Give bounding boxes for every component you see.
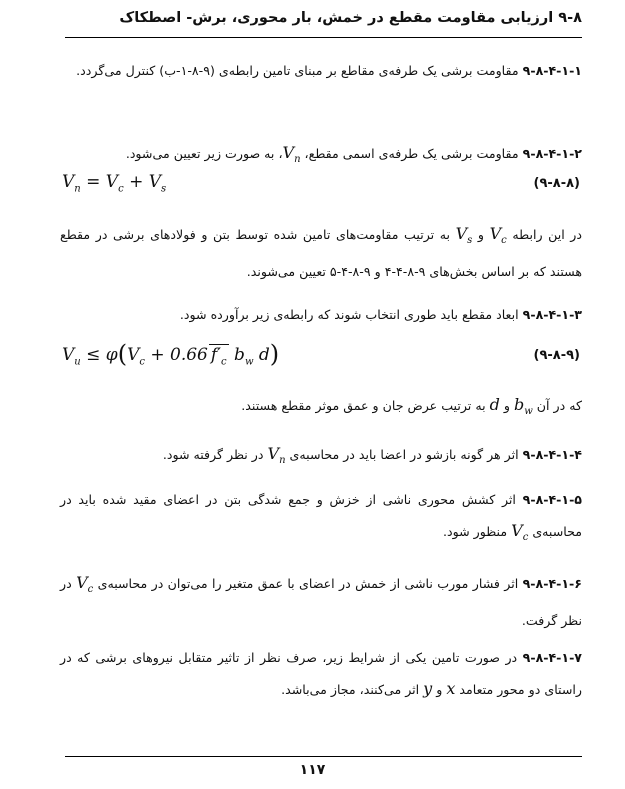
- clause-number: ۹-۸-۴-۱-۳: [522, 307, 582, 322]
- symbol-vc: $V_c$: [489, 224, 507, 247]
- clause-text: اثر می‌کنند، مجاز می‌باشد.: [281, 682, 420, 697]
- equation-formula: $V_n = V_c + V_s$: [62, 172, 167, 195]
- section-header-title: ۹-۸ ارزیابی مقاومت مقطع در خمش، بار محوری، برش- اصطکاک: [119, 10, 582, 26]
- clause-number: ۹-۸-۴-۱-۵: [522, 492, 582, 507]
- equation-9-8-8: [62, 172, 582, 206]
- symbol-vs: $V_s$: [455, 224, 473, 247]
- equation-number: (۹-۸-۸): [533, 176, 580, 191]
- paragraph-after-eq-9-8-8: [60, 218, 582, 287]
- clause-9-8-4-1-7: [60, 642, 582, 705]
- paragraph-text: که در آن: [536, 398, 582, 413]
- symbol-d: d: [489, 395, 500, 414]
- clause-number: ۹-۸-۴-۱-۱: [522, 63, 582, 78]
- equation-9-8-9: [62, 340, 582, 374]
- clause-text: ، به صورت زیر تعیین می‌شود.: [125, 146, 283, 161]
- clause-text: در صورت تامین یکی از شرایط زیر، صرف نظر از تاثیر متقابل نیروهای برشی که در راستای دو محور متعامد: [60, 650, 582, 697]
- clause-9-8-4-1-2: [60, 137, 582, 175]
- clause-number: ۹-۸-۴-۱-۷: [522, 650, 582, 665]
- symbol-vn: $V_n$: [267, 444, 286, 467]
- symbol-bw: $b_w$: [513, 395, 533, 418]
- page-number: ۱۱۷: [299, 762, 326, 778]
- clause-number: ۹-۸-۴-۱-۶: [522, 576, 582, 591]
- paragraph-text: در این رابطه: [512, 227, 582, 242]
- clause-number: ۹-۸-۴-۱-۴: [522, 447, 582, 462]
- clause-text: در نظر گرفته شود.: [162, 447, 264, 462]
- symbol-x: x: [446, 679, 456, 698]
- symbol-y: y: [423, 679, 433, 698]
- clause-number: ۹-۸-۴-۱-۲: [522, 146, 582, 161]
- conjunction: و: [436, 682, 443, 697]
- clause-text: اثر هر گونه بازشو در اعضا باید در محاسبه‌ی: [289, 447, 519, 462]
- clause-text: مقاومت برشی یک طرفه‌ی اسمی مقطع،: [304, 146, 519, 161]
- footer-divider: [65, 756, 582, 757]
- conjunction: و: [503, 398, 510, 413]
- clause-text: مقاومت برشی یک طرفه‌ی مقاطع بر مبنای تامین رابطه‌ی (۹-۸-۱-ب) کنترل می‌گردد.: [76, 63, 519, 78]
- clause-9-8-4-1-4: [60, 438, 582, 476]
- symbol-vn: $V_n$: [282, 143, 301, 166]
- clause-9-8-4-1-3: [60, 299, 582, 330]
- header-divider: [65, 37, 582, 38]
- symbol-vc: $V_c$: [76, 573, 94, 596]
- clause-text: در نظر گرفت.: [60, 576, 582, 629]
- clause-text: اثر کشش محوری ناشی از خزش و جمع شدگی بتن در اعضای مقید شده باید در محاسبه‌ی: [60, 492, 582, 539]
- clause-text: منظور شود.: [442, 524, 508, 539]
- clause-9-8-4-1-1: [60, 55, 582, 86]
- equation-number: (۹-۸-۹): [533, 348, 580, 363]
- section-header: [60, 10, 582, 26]
- paragraph-text: به ترتیب مقاومت‌های تامین شده توسط بتن و فولادهای برشی در مقطع هستند که بر اساس بخش‌های ۹-۸-۴-۴ و ۹-۸-۴-۵ تعیین می‌شوند.: [60, 227, 582, 280]
- clause-text: ابعاد مقطع باید طوری انتخاب شوند که رابطه‌ی زیر برآورده شود.: [179, 307, 519, 322]
- clause-9-8-4-1-5: [60, 484, 582, 553]
- paragraph-after-eq-9-8-9: [60, 389, 582, 427]
- clause-9-8-4-1-6: [60, 567, 582, 636]
- equation-formula: $V_u \le \varphi(V_c + 0.66$ $f'_c$ $b_w$ d): [62, 340, 280, 368]
- symbol-vc: $V_c$: [511, 521, 529, 544]
- paragraph-text: به ترتیب عرض جان و عمق موثر مقطع هستند.: [241, 398, 486, 413]
- conjunction: و: [477, 227, 484, 242]
- clause-text: اثر فشار مورب ناشی از خمش در اعضای با عمق متغیر را می‌توان در محاسبه‌ی: [97, 576, 519, 591]
